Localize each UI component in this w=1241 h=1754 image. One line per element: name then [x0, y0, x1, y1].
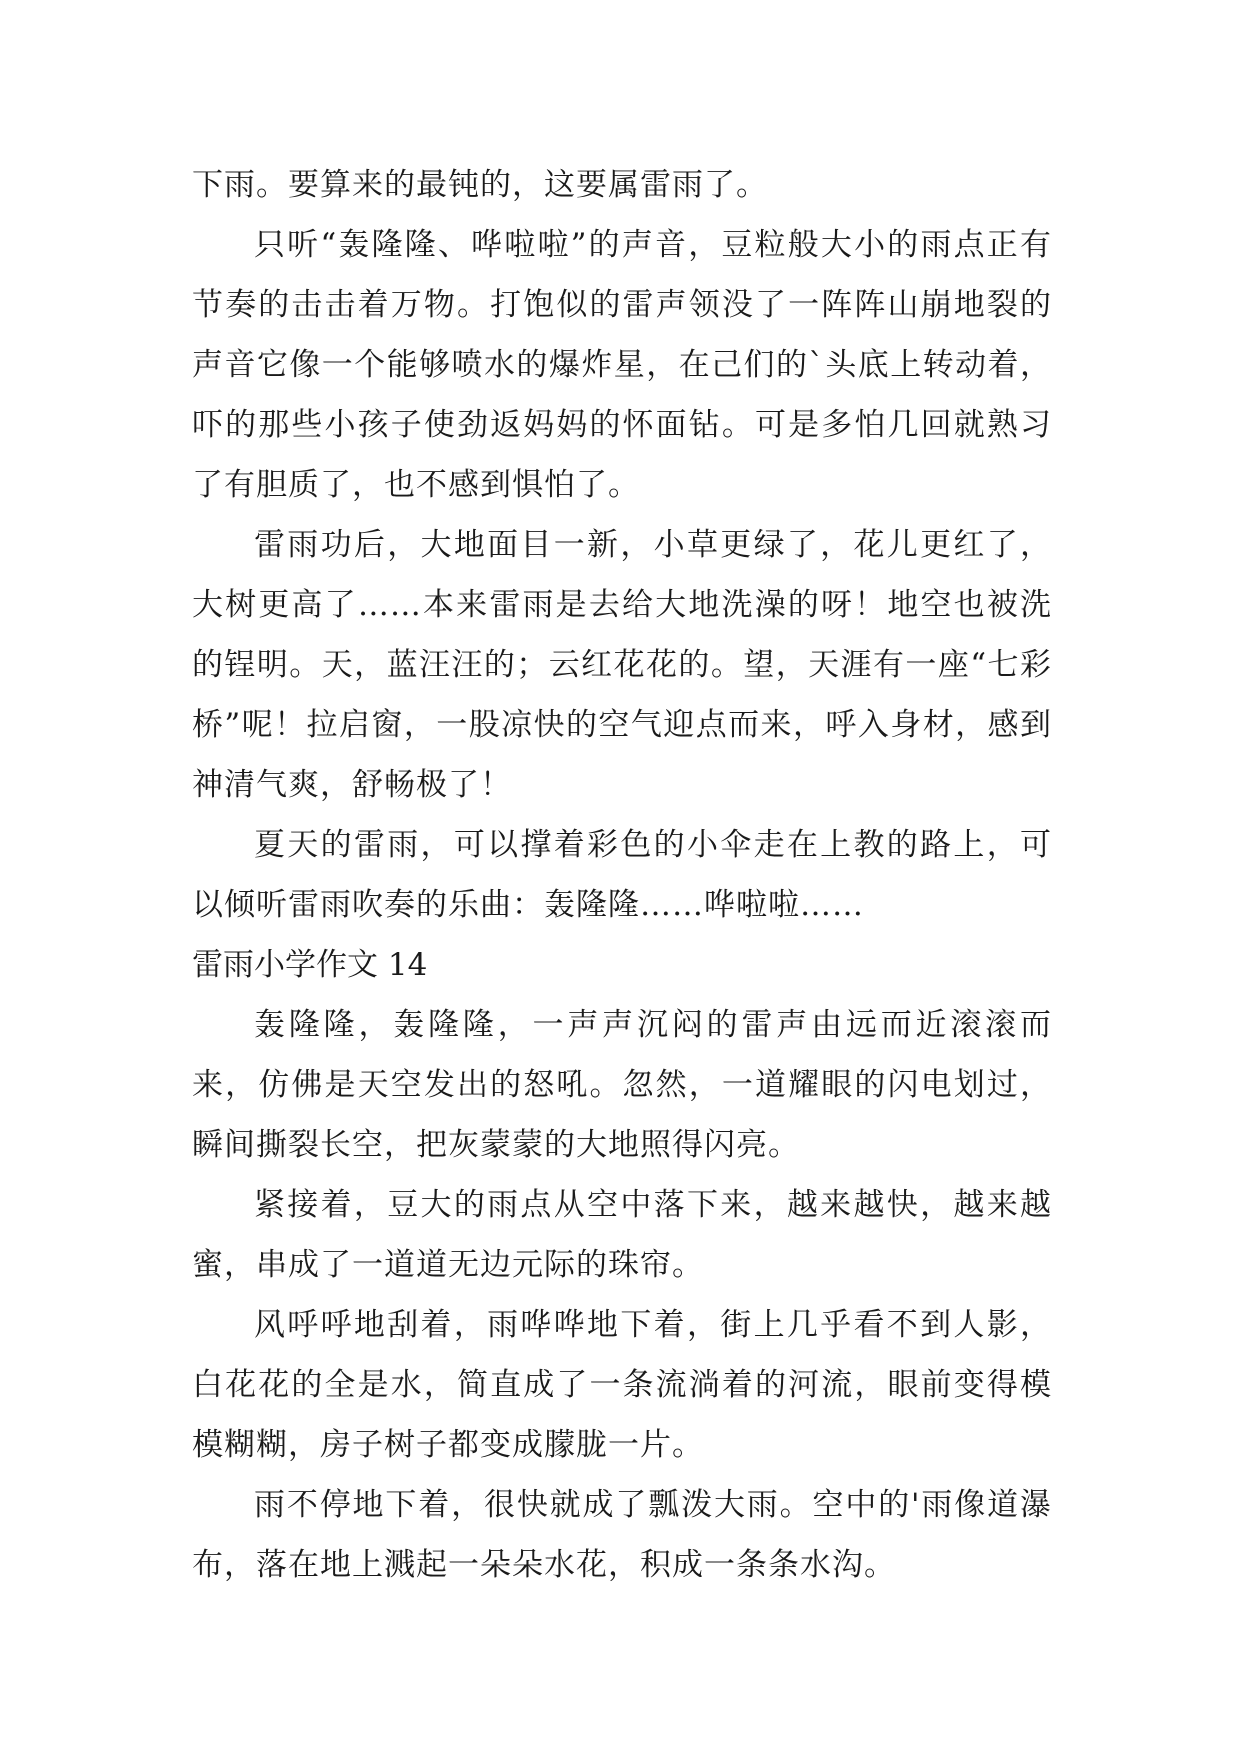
- paragraph: 下雨。要算来的最钝的，这要属雷雨了。: [192, 167, 768, 203]
- paragraph: 只听“轰隆隆、哗啦啦”的声音，豆粒般大小的雨点正有节奏的击击着万物。打饱似的雷声领没了一阵阵山崩地裂的声音它像一个能够喷水的爆炸星，在己们的`头底上转动着，吓的那些小孩子使劲返妈妈的怀面钻。可是多怕几回就熟习了有胆质了，也不感到惧怕了。: [192, 227, 1052, 503]
- paragraph: 紧接着，豆大的雨点从空中落下来，越来越快，越来越蜜，串成了一道道无边元际的珠帘。: [192, 1187, 1052, 1283]
- section-heading: 雷雨小学作文 14: [192, 947, 428, 983]
- paragraph: 雷雨功后，大地面目一新，小草更绿了，花儿更红了，大树更高了……本来雷雨是去给大地洗澡的呀！地空也被洗的锃明。天，蓝汪汪的；云红花花的。望，天涯有一座“七彩桥”呢！拉启窗，一股凉快的空气迎点而来，呼入身材，感到神清气爽，舒畅极了！: [192, 527, 1052, 803]
- document-body: [192, 155, 1052, 1595]
- paragraph: 雨不停地下着，很快就成了瓢泼大雨。空中的'雨像道瀑布，落在地上溅起一朵朵水花，积成一条条水沟。: [192, 1487, 1052, 1583]
- paragraph: 夏天的雷雨，可以撑着彩色的小伞走在上教的路上，可以倾听雷雨吹奏的乐曲：轰隆隆……哗啦啦……: [192, 827, 1052, 923]
- paragraph: 风呼呼地刮着，雨哗哗地下着，街上几乎看不到人影，白花花的全是水，简直成了一条流淌着的河流，眼前变得模模糊糊，房子树子都变成朦胧一片。: [192, 1307, 1052, 1463]
- paragraph: 轰隆隆，轰隆隆，一声声沉闷的雷声由远而近滚滚而来，仿佛是天空发出的怒吼。忽然，一道耀眼的闪电划过，瞬间撕裂长空，把灰蒙蒙的大地照得闪亮。: [192, 1007, 1052, 1163]
